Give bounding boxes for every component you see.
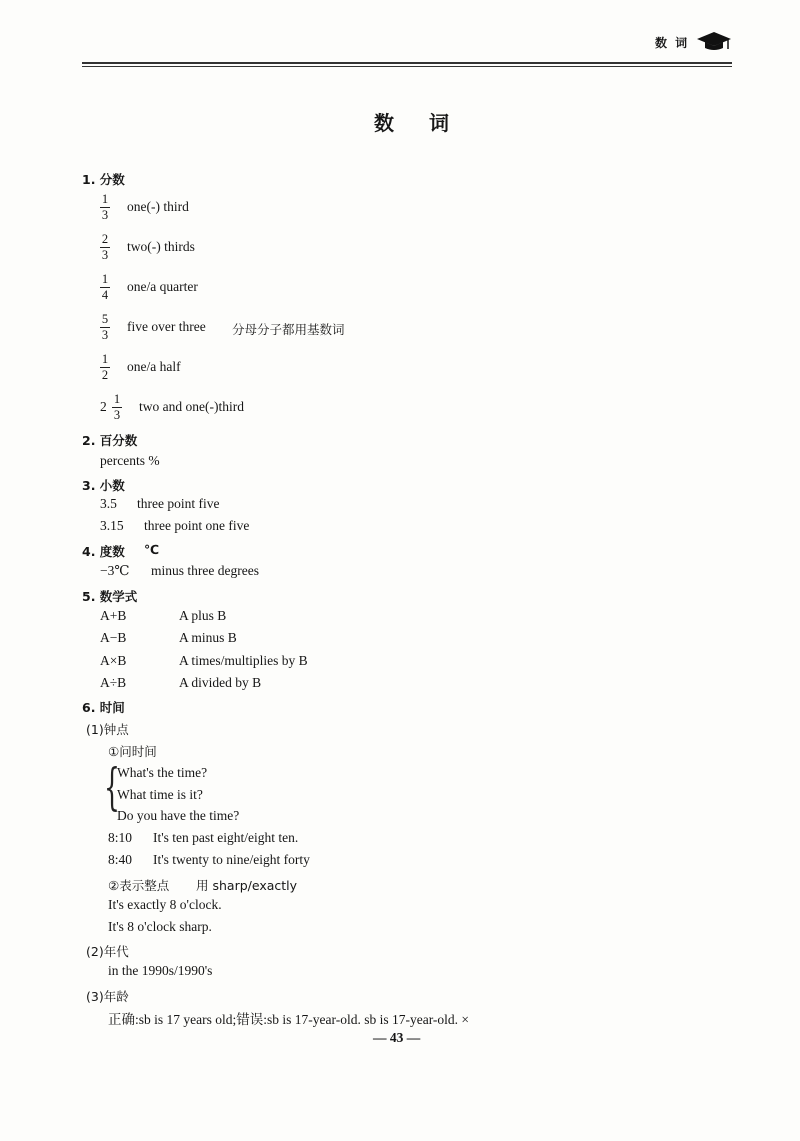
fraction-words: one/a half — [127, 359, 181, 374]
math-words: A minus B — [179, 630, 237, 645]
subheading-clock: (1)钟点 — [86, 722, 129, 737]
decimal-words: three point one five — [144, 518, 250, 533]
header-rule-thin — [82, 66, 732, 67]
decimal-value: 3.5 — [100, 496, 117, 511]
time-question: Do you have the time? — [117, 808, 240, 823]
section-heading-fractions: 1. 分数 — [82, 172, 125, 187]
math-expression: A÷B — [100, 675, 127, 690]
time-question: What's the time? — [117, 765, 208, 780]
section-heading-percent: 2. 百分数 — [82, 433, 138, 448]
fraction-words: two and one(-)third — [139, 399, 244, 414]
math-expression: A−B — [100, 630, 127, 645]
decade-text: in the 1990s/1990's — [108, 963, 213, 978]
sharp-note: 用 sharp/exactly — [196, 878, 298, 893]
section-heading-degrees: 4. 度数 — [82, 544, 125, 559]
math-expression: A×B — [100, 653, 127, 668]
section-heading-decimals: 3. 小数 — [82, 478, 125, 493]
subheading-age: (3)年龄 — [86, 989, 129, 1004]
fraction-words: two(-) thirds — [127, 239, 195, 254]
math-expression: A+B — [100, 608, 127, 623]
sharp-heading: ②表示整点 — [108, 878, 170, 893]
math-words: A divided by B — [179, 675, 262, 690]
fraction-note: 分母分子都用基数词 — [232, 322, 345, 337]
fraction: 1 4 — [101, 272, 109, 302]
clock-words: It's ten past eight/eight ten. — [153, 830, 299, 845]
page-number: — 43 — — [373, 1030, 421, 1045]
math-words: A plus B — [179, 608, 227, 623]
section-heading-time: 6. 时间 — [82, 700, 125, 715]
sharp-example: It's 8 o'clock sharp. — [108, 919, 212, 934]
degree-value: −3℃ — [100, 563, 130, 578]
fraction: 1 2 — [101, 352, 109, 382]
subheading-decade: (2)年代 — [86, 944, 129, 959]
time-question: What time is it? — [117, 787, 203, 802]
fraction: 2 3 — [101, 232, 109, 262]
ask-time-heading: ①问时间 — [108, 744, 157, 759]
clock-time: 8:10 — [108, 830, 133, 845]
page-title: 数 词 — [374, 111, 463, 135]
percent-text: percents % — [100, 453, 160, 468]
fraction-words: one/a quarter — [127, 279, 198, 294]
fraction: 5 3 — [101, 312, 109, 342]
decimal-words: three point five — [137, 496, 220, 511]
graduation-cap-icon — [695, 29, 733, 53]
decimal-value: 3.15 — [100, 518, 124, 533]
fraction-words: one(-) third — [127, 199, 189, 214]
fraction: 1 3 — [101, 192, 109, 222]
brace: { — [104, 758, 120, 816]
math-words: A times/multiplies by B — [179, 653, 308, 668]
degree-symbol: ℃ — [144, 542, 160, 557]
section-heading-math: 5. 数学式 — [82, 589, 138, 604]
clock-words: It's twenty to nine/eight forty — [153, 852, 310, 867]
mixed-whole: 2 — [100, 399, 107, 414]
fraction: 1 3 — [113, 392, 121, 422]
degree-words: minus three degrees — [151, 563, 259, 578]
header-rule — [82, 62, 732, 64]
running-header: 数 词 — [655, 36, 690, 50]
sharp-example: It's exactly 8 o'clock. — [108, 897, 222, 912]
clock-time: 8:40 — [108, 852, 133, 867]
age-text: 正确:sb is 17 years old;错误:sb is 17-year-old. sb is 17-year-old. × — [108, 1012, 470, 1027]
fraction-words: five over three — [127, 319, 206, 334]
